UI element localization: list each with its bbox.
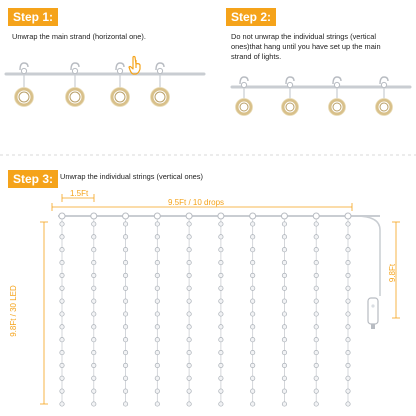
led-bulb [314, 235, 318, 239]
led-bulb [250, 363, 254, 367]
led-bulb [282, 376, 286, 380]
led-bulb [282, 402, 286, 406]
coiled-string-icon [329, 88, 346, 116]
led-bulb [155, 222, 159, 226]
led-bulb [155, 235, 159, 239]
height-label: 9.8Ft / 30 LED [8, 285, 18, 337]
step2-description-line1: Do not unwrap the individual strings (vertical [231, 32, 377, 41]
led-bulb [346, 235, 350, 239]
led-bulb [92, 222, 96, 226]
hand-pointer-icon [129, 57, 140, 75]
led-bulb [155, 286, 159, 290]
drop-hook-icon [250, 213, 256, 219]
step3-curtain [58, 213, 380, 406]
led-bulb [155, 260, 159, 264]
led-bulb [219, 273, 223, 277]
clip-hook-icon [116, 63, 124, 74]
drop-hook-icon [154, 213, 160, 219]
led-bulb [282, 338, 286, 342]
led-bulb [123, 363, 127, 367]
led-bulb [250, 299, 254, 303]
led-bulb [282, 350, 286, 354]
led-bulb [219, 235, 223, 239]
clip-hook-icon [240, 77, 248, 88]
led-bulb [346, 350, 350, 354]
led-bulb [219, 248, 223, 252]
led-bulb [123, 350, 127, 354]
led-bulb [282, 235, 286, 239]
drop-hook-icon [91, 213, 97, 219]
led-bulb [250, 376, 254, 380]
led-bulb [250, 312, 254, 316]
led-bulb [250, 325, 254, 329]
led-bulb [314, 402, 318, 406]
led-bulb [346, 338, 350, 342]
led-bulb [60, 260, 64, 264]
led-bulb [314, 286, 318, 290]
led-bulb [60, 338, 64, 342]
led-bulb [219, 222, 223, 226]
led-bulb [92, 273, 96, 277]
led-drop [91, 213, 97, 406]
led-bulb [187, 235, 191, 239]
led-bulb [60, 222, 64, 226]
led-bulb [250, 338, 254, 342]
usb-controller-icon [368, 298, 378, 329]
led-bulb [155, 402, 159, 406]
led-bulb [92, 376, 96, 380]
step2-description-line3: strand of lights. [231, 52, 282, 61]
led-bulb [282, 389, 286, 393]
led-bulb [92, 363, 96, 367]
led-bulb [187, 286, 191, 290]
step3-drops [59, 213, 351, 406]
led-bulb [155, 312, 159, 316]
led-bulb [187, 350, 191, 354]
step1-clips [20, 63, 164, 74]
led-bulb [187, 312, 191, 316]
led-bulb [123, 235, 127, 239]
led-bulb [346, 260, 350, 264]
led-bulb [187, 376, 191, 380]
led-bulb [60, 312, 64, 316]
led-drop [218, 213, 224, 406]
drop-hook-icon [218, 213, 224, 219]
led-bulb [187, 299, 191, 303]
led-bulb [60, 363, 64, 367]
clip-hook-icon [71, 63, 79, 74]
led-bulb [250, 222, 254, 226]
led-bulb [60, 376, 64, 380]
led-bulb [282, 299, 286, 303]
led-bulb [282, 325, 286, 329]
led-bulb [60, 325, 64, 329]
led-bulb [219, 363, 223, 367]
led-bulb [155, 325, 159, 329]
led-bulb [250, 235, 254, 239]
led-bulb [282, 222, 286, 226]
led-bulb [187, 222, 191, 226]
step1-badge: Step 1: [8, 8, 58, 26]
led-bulb [250, 273, 254, 277]
led-bulb [314, 325, 318, 329]
led-bulb [219, 312, 223, 316]
led-bulb [219, 389, 223, 393]
led-bulb [60, 389, 64, 393]
led-bulb [282, 248, 286, 252]
step3-badge: Step 3: [8, 170, 58, 188]
led-bulb [60, 299, 64, 303]
step3-description: Unwrap the individual strings (vertical ones) [60, 172, 203, 181]
led-bulb [346, 363, 350, 367]
led-bulb [219, 286, 223, 290]
drop-hook-icon [123, 213, 129, 219]
led-bulb [123, 402, 127, 406]
led-bulb [282, 312, 286, 316]
led-bulb [346, 299, 350, 303]
led-bulb [123, 389, 127, 393]
step3-lead-wire [356, 216, 380, 296]
step1-description: Unwrap the main strand (horizontal one). [12, 32, 146, 41]
led-bulb [282, 286, 286, 290]
led-bulb [123, 222, 127, 226]
led-bulb [346, 325, 350, 329]
led-bulb [92, 389, 96, 393]
led-bulb [282, 363, 286, 367]
led-bulb [60, 402, 64, 406]
drop-hook-icon [186, 213, 192, 219]
led-bulb [187, 273, 191, 277]
led-bulb [250, 260, 254, 264]
led-bulb [155, 350, 159, 354]
led-bulb [155, 299, 159, 303]
led-bulb [92, 338, 96, 342]
led-bulb [314, 312, 318, 316]
led-bulb [314, 376, 318, 380]
led-bulb [92, 286, 96, 290]
spacing-label: 1.5Ft [70, 189, 89, 198]
led-bulb [187, 389, 191, 393]
drop-hook-icon [313, 213, 319, 219]
clip-hook-icon [286, 77, 294, 88]
led-drop [186, 213, 192, 406]
led-bulb [187, 363, 191, 367]
led-bulb [123, 338, 127, 342]
step2-description-line2: ones)that hang until you have set up the main [231, 42, 381, 51]
led-bulb [155, 338, 159, 342]
led-bulb [155, 363, 159, 367]
led-bulb [314, 273, 318, 277]
led-bulb [346, 389, 350, 393]
led-bulb [60, 235, 64, 239]
lead-label: 9.8Ft [388, 263, 398, 283]
led-bulb [60, 273, 64, 277]
led-bulb [314, 363, 318, 367]
led-bulb [123, 312, 127, 316]
led-bulb [219, 338, 223, 342]
led-bulb [92, 235, 96, 239]
led-bulb [219, 402, 223, 406]
step2-badge: Step 2: [226, 8, 276, 26]
drop-hook-icon [59, 213, 65, 219]
led-bulb [346, 248, 350, 252]
led-bulb [187, 260, 191, 264]
clip-hook-icon [380, 77, 388, 88]
drop-hook-icon [345, 213, 351, 219]
led-bulb [92, 402, 96, 406]
step1-coils [15, 74, 170, 107]
led-bulb [314, 338, 318, 342]
coiled-string-icon [151, 74, 170, 107]
led-bulb [219, 325, 223, 329]
led-bulb [187, 325, 191, 329]
led-drop [250, 213, 256, 406]
led-drop [59, 213, 65, 406]
led-bulb [314, 260, 318, 264]
led-bulb [155, 273, 159, 277]
led-bulb [314, 222, 318, 226]
led-bulb [123, 248, 127, 252]
led-bulb [282, 273, 286, 277]
coiled-string-icon [282, 88, 299, 116]
led-bulb [123, 299, 127, 303]
drop-hook-icon [281, 213, 287, 219]
led-bulb [187, 402, 191, 406]
led-drop [313, 213, 319, 406]
led-bulb [123, 376, 127, 380]
led-bulb [250, 402, 254, 406]
step2-illustration [232, 77, 410, 116]
led-bulb [60, 350, 64, 354]
led-drop [123, 213, 129, 406]
led-bulb [282, 260, 286, 264]
led-bulb [314, 299, 318, 303]
coiled-string-icon [15, 74, 34, 107]
led-bulb [250, 389, 254, 393]
clip-hook-icon [156, 63, 164, 74]
led-bulb [346, 273, 350, 277]
led-bulb [346, 222, 350, 226]
led-bulb [155, 248, 159, 252]
led-bulb [123, 273, 127, 277]
led-bulb [92, 260, 96, 264]
led-bulb [92, 248, 96, 252]
led-bulb [314, 248, 318, 252]
led-bulb [60, 286, 64, 290]
led-bulb [92, 312, 96, 316]
led-bulb [123, 325, 127, 329]
coiled-string-icon [111, 74, 130, 107]
coiled-string-icon [236, 88, 253, 116]
led-bulb [123, 286, 127, 290]
led-bulb [219, 376, 223, 380]
led-bulb [314, 350, 318, 354]
led-bulb [250, 286, 254, 290]
led-bulb [314, 389, 318, 393]
led-bulb [92, 299, 96, 303]
step1-illustration [6, 57, 204, 107]
led-drop [281, 213, 287, 406]
led-bulb [346, 376, 350, 380]
led-bulb [92, 325, 96, 329]
width-label: 9.5Ft / 10 drops [168, 198, 225, 207]
led-bulb [346, 402, 350, 406]
led-bulb [187, 338, 191, 342]
led-bulb [250, 248, 254, 252]
led-bulb [250, 350, 254, 354]
led-bulb [219, 260, 223, 264]
led-bulb [346, 286, 350, 290]
led-bulb [219, 299, 223, 303]
led-bulb [187, 248, 191, 252]
step2-coils [236, 88, 393, 116]
led-bulb [155, 389, 159, 393]
coiled-string-icon [376, 88, 393, 116]
clip-hook-icon [20, 63, 28, 74]
led-bulb [346, 312, 350, 316]
led-bulb [123, 260, 127, 264]
led-drop [345, 213, 351, 406]
coiled-string-icon [66, 74, 85, 107]
led-bulb [60, 248, 64, 252]
led-drop [154, 213, 160, 406]
led-bulb [155, 376, 159, 380]
led-bulb [219, 350, 223, 354]
clip-hook-icon [333, 77, 341, 88]
led-bulb [92, 350, 96, 354]
